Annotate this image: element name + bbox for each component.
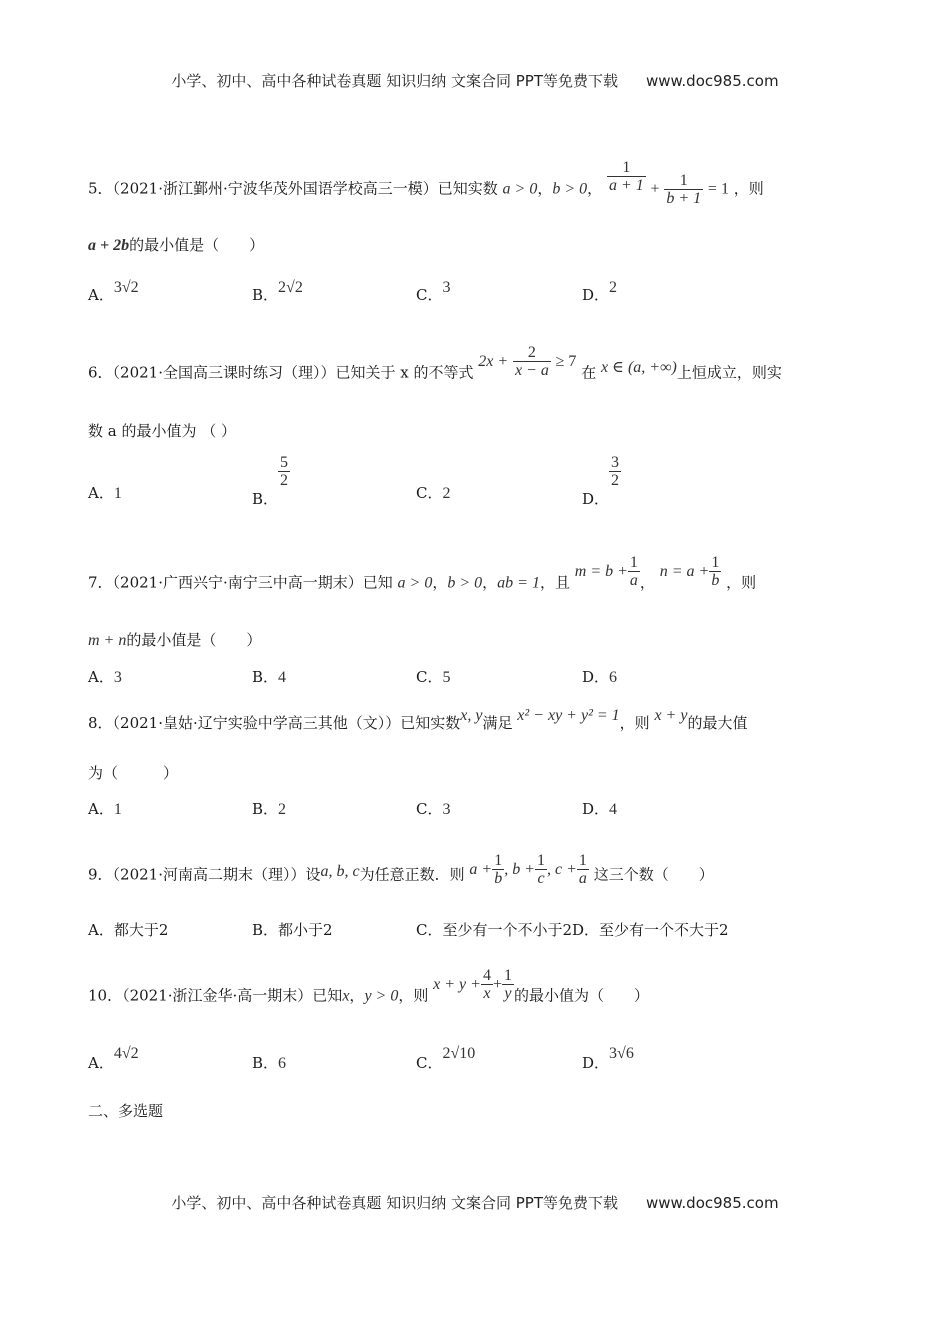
q7-m-den: a — [629, 572, 638, 589]
q10-lhs: x + y + — [433, 975, 481, 993]
q5-option-a-value: 3√2 — [113, 279, 139, 296]
q8-option-b-value: 2 — [278, 801, 287, 818]
q5-cond-b: b > 0 — [552, 180, 588, 198]
q7-cond-a: a > 0 — [397, 574, 433, 592]
q10-option-d — [582, 1045, 634, 1073]
q9-term3: , c + — [547, 860, 577, 878]
q5-rhs: = 1 — [707, 180, 729, 198]
header-site-link[interactable]: www.doc985.com — [645, 72, 779, 90]
q5-sep2: ， — [587, 179, 603, 198]
q6-frac-num: 2 — [527, 344, 536, 361]
q6-option-d-den: 2 — [611, 472, 620, 489]
q6-option-d — [582, 454, 621, 508]
q7-option-c — [416, 666, 450, 687]
q8-ask: 为（ ） — [88, 764, 179, 782]
q9-option-b — [252, 919, 333, 940]
question-8-line-1 — [88, 707, 748, 733]
footer-text: 小学、初中、高中各种试卷真题 知识归纳 文案合同 PPT等免费下载 — [171, 1194, 618, 1212]
q7-n-frac — [709, 554, 721, 589]
q8-option-d-label: D． — [582, 800, 610, 818]
q6-option-b-label: B． — [252, 489, 279, 508]
q5-frac-b — [664, 172, 703, 207]
q6-option-d-label: D． — [582, 489, 610, 508]
q10-option-a-value: 4√2 — [113, 1045, 139, 1062]
question-5-line-1 — [88, 159, 764, 207]
q6-ask: 数 a 的最小值为 （ ） — [88, 422, 237, 440]
q9-frac3-num: 1 — [578, 852, 587, 869]
header-text: 小学、初中、高中各种试卷真题 知识归纳 文案合同 PPT等免费下载 — [171, 72, 618, 90]
q9-frac1 — [492, 852, 504, 887]
q8-expr: x + y — [654, 707, 688, 724]
q6-option-c-label: C． — [416, 484, 443, 502]
q10-option-b-label: B． — [252, 1054, 279, 1072]
q6-option-b-den: 2 — [280, 472, 289, 489]
q5-cond-a: a > 0 — [502, 180, 538, 198]
q7-sep3: ， — [639, 573, 655, 592]
q9-frac1-den: b — [494, 870, 503, 887]
footer-site-link[interactable]: www.doc985.com — [645, 1194, 779, 1212]
q7-and: ，且 — [539, 573, 570, 592]
q9-option-c — [416, 919, 729, 940]
q10-cond: y > 0 — [364, 987, 399, 1005]
q10-frac2 — [502, 967, 514, 1002]
q7-option-c-label: C． — [416, 668, 443, 686]
q9-frac2-den: c — [535, 869, 547, 887]
q5-option-a-label: A． — [88, 286, 114, 304]
q6-option-c — [416, 482, 450, 503]
q9-frac3-den: a — [578, 870, 587, 887]
q7-m-lhs: m = b + — [574, 562, 628, 580]
question-7-line-1 — [88, 554, 757, 601]
q8-cond: x² − xy + y² = 1 — [517, 707, 620, 724]
question-5-line-2 — [88, 234, 264, 255]
page-header — [0, 70, 950, 91]
q10-option-a-label: A． — [88, 1054, 114, 1072]
q8-vars: x, y — [460, 707, 483, 724]
q5-option-b-label: B． — [252, 286, 279, 304]
q9-option-a-label: A． — [88, 921, 114, 939]
q5-frac-b-den: b + 1 — [666, 190, 702, 207]
q10-x: x — [342, 987, 350, 1005]
q7-n-den: b — [711, 572, 720, 589]
q9-prefix: 9．（2021·河南高二期末（理））设 — [88, 865, 321, 884]
q8-option-c-value: 3 — [442, 801, 451, 818]
q5-frac-a-den: a + 1 — [608, 177, 644, 194]
q9-term2: , b + — [504, 860, 535, 878]
q9-term1: a + — [469, 860, 493, 878]
q8-suffix: 的最大值 — [687, 714, 748, 732]
q7-expr: m + n — [88, 632, 127, 649]
page-footer — [0, 1192, 950, 1213]
q10-frac2-num: 1 — [503, 967, 512, 984]
q6-rhs: ≥ 7 — [555, 352, 577, 370]
q6-lhs: 2x + — [478, 352, 509, 370]
q7-prefix: 7．（2021·广西兴宁·南宁三中高一期末）已知 — [88, 573, 393, 592]
q10-option-a — [88, 1045, 139, 1073]
q7-cond-ab: ab = 1 — [497, 574, 540, 592]
question-10-line-1 — [88, 967, 649, 1014]
question-6-line-2 — [88, 420, 236, 441]
q6-suffix: 上恒成立，则实 — [676, 363, 782, 382]
q8-prefix: 8．（2021·皇姑·辽宁实验中学高三其他（文））已知实数 — [88, 714, 461, 732]
q5-sep1: ， — [537, 179, 553, 198]
q5-frac-a — [607, 159, 646, 194]
q8-option-b-label: B． — [252, 800, 279, 818]
q6-mid: 在 — [581, 363, 597, 382]
q7-option-d-value: 6 — [609, 669, 618, 686]
q5-option-b-value: 2√2 — [278, 279, 303, 296]
q5-frac-a-num: 1 — [622, 159, 631, 176]
q9-suffix: 这三个数（ ） — [593, 865, 714, 884]
q6-option-b-frac — [278, 454, 290, 489]
q9-option-a-value: 都大于2 — [113, 921, 169, 939]
q5-option-c-value: 3 — [442, 279, 451, 296]
q7-option-d-label: D． — [582, 668, 610, 686]
q9-option-a — [88, 919, 168, 940]
q8-option-a-label: A． — [88, 800, 114, 818]
q9-frac3 — [577, 852, 589, 887]
q8-option-d-value: 4 — [609, 801, 618, 818]
q7-n-lhs: n = a + — [659, 562, 710, 580]
q5-frac-b-num: 1 — [679, 172, 688, 189]
q6-frac — [513, 344, 551, 379]
q6-option-b-num: 5 — [280, 454, 289, 471]
q5-expr: a + 2b — [88, 237, 130, 254]
q7-option-a — [88, 666, 122, 687]
q7-m-num: 1 — [629, 554, 638, 571]
q7-suffix: ，则 — [726, 573, 757, 592]
q9-option-c-value: 至少有一个不小于2D．至少有一个不大于2 — [442, 921, 729, 939]
q5-option-d-value: 2 — [609, 279, 618, 296]
q10-sep: ， — [349, 986, 365, 1005]
question-8-line-2 — [88, 762, 178, 783]
q9-mid: 为任意正数．则 — [359, 865, 465, 884]
question-6-line-1 — [88, 344, 782, 391]
q6-option-c-value: 2 — [442, 485, 451, 502]
q10-frac1-den: x — [481, 984, 493, 1002]
q9-option-b-value: 都小于2 — [278, 921, 333, 939]
q7-option-b-value: 4 — [278, 669, 287, 686]
q7-option-a-label: A． — [88, 668, 114, 686]
q10-option-d-label: D． — [582, 1054, 610, 1072]
q10-plus: + — [492, 975, 502, 993]
q5-plus: + — [650, 180, 660, 198]
q8-option-c-label: C． — [416, 800, 443, 818]
q7-m-frac — [628, 554, 640, 589]
q10-option-b-value: 6 — [278, 1055, 287, 1072]
q7-sep2: ， — [482, 573, 498, 592]
question-7-line-2 — [88, 629, 261, 650]
q7-sep1: ， — [432, 573, 448, 592]
q6-option-b — [252, 454, 290, 508]
q8-option-d — [582, 798, 617, 819]
q10-option-b — [252, 1052, 286, 1073]
q9-vars: a, b, c — [320, 862, 360, 880]
q8-option-c — [416, 798, 450, 819]
q6-frac-den: x − a — [514, 362, 549, 379]
q8-mid2: ，则 — [619, 714, 650, 732]
q9-frac1-num: 1 — [494, 852, 503, 869]
q7-cond-b: b > 0 — [447, 574, 483, 592]
q5-prefix: 5．（2021·浙江鄞州·宁波华茂外国语学校高三一模）已知实数 — [88, 179, 498, 198]
q7-ask: 的最小值是（ ） — [126, 631, 262, 649]
q6-option-a-label: A． — [88, 484, 114, 502]
q7-option-b-label: B． — [252, 668, 279, 686]
q10-prefix: 10．（2021·浙江金华·高一期末）已知 — [88, 986, 343, 1005]
q10-option-c-label: C． — [416, 1054, 443, 1072]
q10-option-c-value: 2√10 — [442, 1045, 476, 1062]
q6-option-a — [88, 482, 122, 503]
q6-option-d-num: 3 — [611, 454, 620, 471]
q5-option-d-label: D． — [582, 286, 610, 304]
q7-option-d — [582, 666, 617, 687]
q10-frac1-num: 4 — [482, 967, 491, 984]
q9-option-b-label: B． — [252, 921, 279, 939]
q9-frac2-num: 1 — [537, 852, 545, 869]
q10-frac2-den: y — [502, 984, 514, 1002]
q8-option-a-value: 1 — [113, 801, 122, 818]
question-9-line-1 — [88, 852, 714, 893]
q6-option-d-frac — [609, 454, 621, 489]
q10-suffix: 的最小值为（ ） — [513, 986, 649, 1005]
q9-frac2 — [535, 852, 547, 887]
q7-n-num: 1 — [711, 554, 720, 571]
q8-option-b — [252, 798, 286, 819]
q8-option-a — [88, 798, 122, 819]
q7-option-b — [252, 666, 286, 687]
q10-option-d-value: 3√6 — [609, 1045, 634, 1062]
q8-mid: 满足 — [482, 714, 513, 732]
q5-option-c — [416, 279, 451, 305]
q6-option-a-value: 1 — [113, 485, 122, 502]
q9-option-c-label: C． — [416, 921, 443, 939]
q10-mid: ，则 — [398, 986, 429, 1005]
q7-option-c-value: 5 — [442, 669, 451, 686]
q6-domain: x ∈ (a, +∞) — [601, 358, 677, 376]
section-heading: 二、多选题 — [88, 1102, 164, 1120]
q10-frac1 — [481, 967, 493, 1002]
q5-suffix: ，则 — [733, 179, 764, 198]
q7-option-a-value: 3 — [113, 669, 122, 686]
q6-prefix: 6．（2021·全国高三课时练习（理））已知关于 x 的不等式 — [88, 363, 474, 382]
q5-option-c-label: C． — [416, 286, 443, 304]
q5-option-d — [582, 279, 618, 305]
q5-option-b — [252, 279, 303, 305]
q5-option-a — [88, 279, 139, 305]
q10-option-c — [416, 1045, 476, 1073]
q5-ask: 的最小值是（ ） — [129, 236, 265, 254]
